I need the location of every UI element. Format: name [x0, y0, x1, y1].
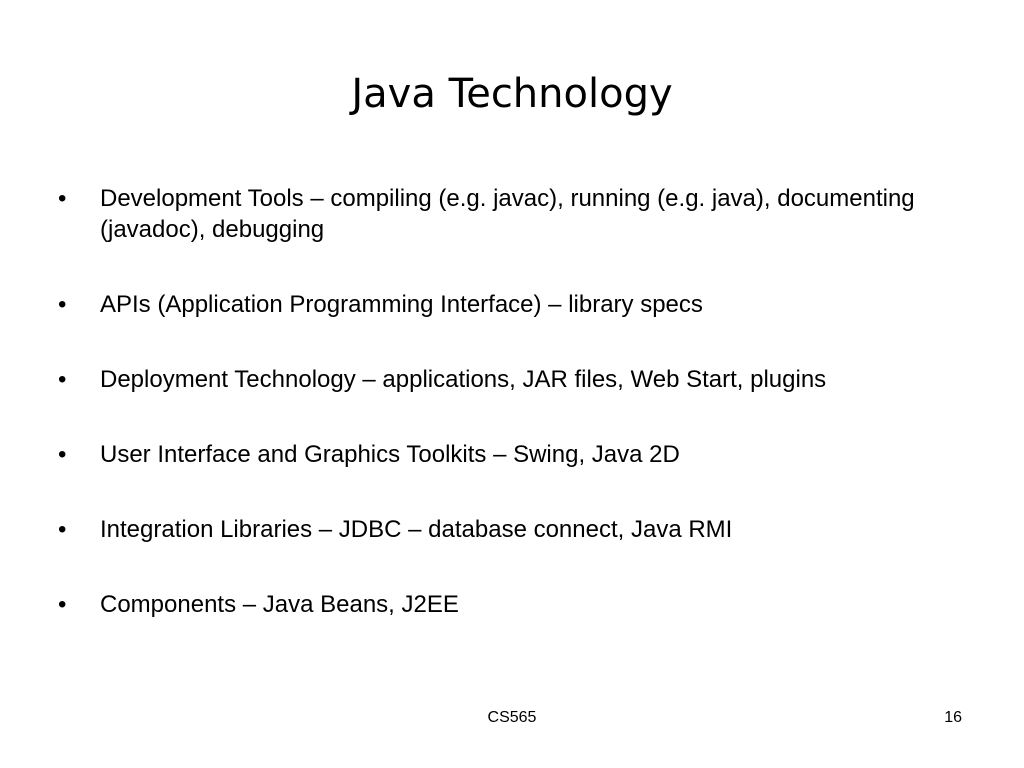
bullet-dot-icon: •: [58, 441, 67, 468]
bullet-text: Development Tools – compiling (e.g. javac), running (e.g. java), documenting (javadoc), debugging: [100, 185, 915, 243]
bullet-item: [58, 589, 978, 620]
bullet-text: APIs (Application Programming Interface) – library specs: [100, 291, 703, 318]
bullet-list: [58, 183, 978, 620]
bullet-text: Deployment Technology – applications, JAR files, Web Start, plugins: [100, 366, 827, 393]
slide-title: Java Technology: [351, 71, 673, 117]
footer-course: CS565: [487, 709, 537, 726]
bullet-text: Integration Libraries – JDBC – database connect, Java RMI: [100, 516, 733, 543]
bullet-item: [58, 364, 978, 395]
bullet-item: [58, 514, 978, 545]
bullet-item: [58, 183, 978, 245]
bullet-text: Components – Java Beans, J2EE: [100, 591, 459, 618]
bullet-dot-icon: •: [58, 516, 67, 543]
bullet-dot-icon: •: [58, 291, 67, 318]
bullet-item: [58, 289, 978, 320]
bullet-dot-icon: •: [58, 591, 67, 618]
bullet-dot-icon: •: [58, 366, 67, 393]
footer-page-number: 16: [944, 709, 962, 726]
bullet-dot-icon: •: [58, 185, 67, 212]
bullet-text: User Interface and Graphics Toolkits – Swing, Java 2D: [100, 441, 680, 468]
bullet-item: [58, 439, 978, 470]
